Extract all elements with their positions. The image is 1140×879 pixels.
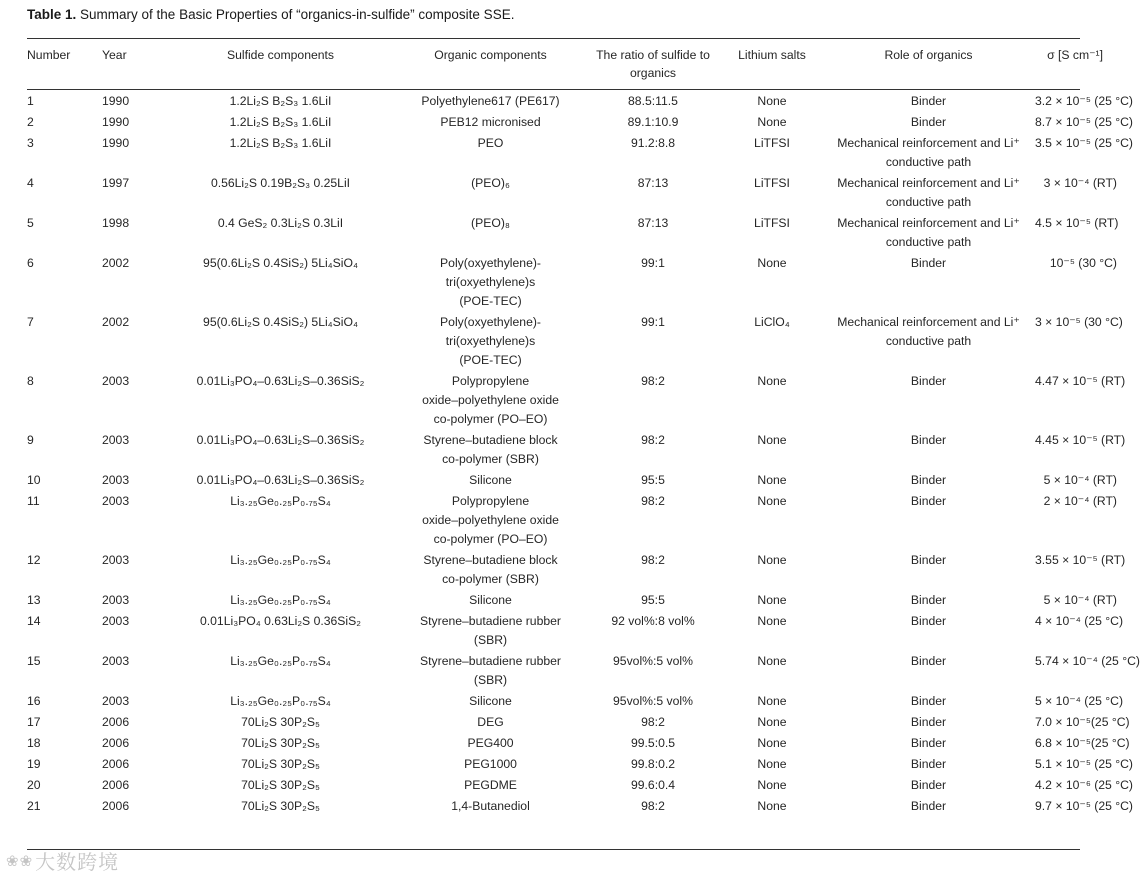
cell-ratio: 99.6:0.4: [630, 778, 676, 792]
cell-lithium-salt: None: [757, 736, 787, 750]
cell-number: 21: [27, 799, 41, 813]
cell-role: Mechanical reinforcement and Li⁺ conductive path: [837, 216, 1020, 249]
cell-role: Binder: [910, 473, 947, 487]
cell-conductivity: 3.5 × 10⁻⁵ (25 °C): [1035, 136, 1133, 150]
cell-sulfide: 70Li₂S 30P₂S₅: [241, 757, 320, 771]
cell-number: 19: [27, 757, 41, 771]
cell-role: Binder: [910, 799, 947, 813]
cell-lithium-salt: LiTFSI: [754, 216, 790, 230]
cell-number: 5: [27, 216, 34, 230]
bottom-rule: [27, 849, 1080, 850]
cell-role: Mechanical reinforcement and Li⁺ conductive path: [837, 315, 1020, 348]
cell-ratio: 98:2: [641, 374, 665, 388]
cell-sulfide: 70Li₂S 30P₂S₅: [241, 736, 320, 750]
cell-number: 13: [27, 593, 41, 607]
cell-lithium-salt: None: [757, 757, 787, 771]
cell-conductivity: 7.0 × 10⁻⁵(25 °C): [1035, 715, 1130, 729]
table-row: [27, 610, 1117, 650]
cell-role: Mechanical reinforcement and Li⁺ conductive path: [837, 176, 1020, 209]
cell-ratio: 98:2: [641, 799, 665, 813]
cell-organic: PEG400: [467, 736, 514, 750]
cell-ratio: 89.1:10.9: [627, 115, 679, 129]
cell-conductivity: 3.2 × 10⁻⁵ (25 °C): [1035, 94, 1133, 108]
table-row: [27, 429, 1117, 469]
cell-sulfide: Li₃.₂₅Ge₀.₂₅P₀.₇₅S₄: [230, 593, 331, 607]
cell-sulfide: 95(0.6Li₂S 0.4SiS₂) 5Li₄SiO₄: [203, 315, 358, 329]
cell-conductivity: 9.7 × 10⁻⁵ (25 °C): [1035, 799, 1133, 813]
table-body: [27, 89, 1140, 816]
table-row: [27, 252, 1117, 311]
cell-ratio: 99.5:0.5: [630, 736, 676, 750]
cell-number: 2: [27, 115, 34, 129]
cell-role: Binder: [910, 654, 947, 668]
table-row: [27, 795, 1117, 816]
cell-organic: Polyethylene617 (PE617): [421, 94, 560, 108]
cell-number: 6: [27, 256, 34, 270]
cell-conductivity: 10⁻⁵ (30 °C): [1049, 256, 1117, 270]
cell-conductivity: 3 × 10⁻⁵ (30 °C): [1035, 315, 1123, 329]
col-header-sigma: σ [S cm⁻¹]: [1047, 48, 1103, 62]
cell-sulfide: 70Li₂S 30P₂S₅: [241, 715, 320, 729]
cell-role: Binder: [910, 593, 947, 607]
table-row: [27, 469, 1117, 490]
cell-conductivity: 8.7 × 10⁻⁵ (25 °C): [1035, 115, 1133, 129]
cell-organic: DEG: [477, 715, 504, 729]
cell-sulfide: Li₃.₂₅Ge₀.₂₅P₀.₇₅S₄: [230, 694, 331, 708]
cell-sulfide: Li₃.₂₅Ge₀.₂₅P₀.₇₅S₄: [230, 553, 331, 567]
cell-conductivity: 4.45 × 10⁻⁵ (RT): [1035, 433, 1126, 447]
cell-number: 12: [27, 553, 41, 567]
cell-role: Binder: [910, 374, 947, 388]
cell-organic: Silicone: [469, 473, 512, 487]
cell-year: 1998: [102, 216, 130, 230]
col-header-year: Year: [102, 48, 127, 62]
cell-organic: Silicone: [469, 593, 512, 607]
table-row: [27, 549, 1117, 589]
cell-year: 2002: [102, 315, 130, 329]
cell-organic: Silicone: [469, 694, 512, 708]
cell-sulfide: 0.01Li₃PO₄–0.63Li₂S–0.36SiS₂: [196, 374, 365, 388]
cell-year: 1997: [102, 176, 130, 190]
cell-role: Binder: [910, 694, 947, 708]
cell-year: 2003: [102, 694, 130, 708]
cell-sulfide: 1.2Li₂S B₂S₃ 1.6LiI: [229, 94, 332, 108]
cell-lithium-salt: None: [757, 473, 787, 487]
cell-lithium-salt: None: [757, 553, 787, 567]
cell-year: 2006: [102, 757, 130, 771]
col-header-number: Number: [27, 48, 71, 62]
cell-number: 15: [27, 654, 41, 668]
cell-role: Mechanical reinforcement and Li⁺ conductive path: [837, 136, 1020, 169]
cell-role: Binder: [910, 715, 947, 729]
cell-year: 2003: [102, 593, 130, 607]
cell-organic: Styrene–butadiene block co-polymer (SBR): [423, 433, 558, 466]
cell-lithium-salt: None: [757, 374, 787, 388]
cell-year: 2006: [102, 799, 130, 813]
cell-role: Binder: [910, 553, 947, 567]
cell-organic: PEO: [477, 136, 504, 150]
cell-conductivity: 3.55 × 10⁻⁵ (RT): [1035, 553, 1126, 567]
col-header-ratio: The ratio of sulfide to organics: [596, 48, 710, 80]
cell-year: 2003: [102, 374, 130, 388]
cell-year: 2006: [102, 778, 130, 792]
cell-conductivity: 5 × 10⁻⁴ (RT): [1043, 473, 1117, 487]
cell-ratio: 95:5: [641, 473, 665, 487]
cell-lithium-salt: None: [757, 593, 787, 607]
cell-organic: PEG1000: [464, 757, 517, 771]
cell-sulfide: 0.56Li₂S 0.19B₂S₃ 0.25LiI: [210, 176, 351, 190]
cell-number: 17: [27, 715, 41, 729]
watermark: [6, 846, 119, 875]
table-row: [27, 589, 1117, 610]
cell-lithium-salt: LiTFSI: [754, 176, 790, 190]
cell-lithium-salt: None: [757, 694, 787, 708]
cell-ratio: 98:2: [641, 553, 665, 567]
cell-number: 9: [27, 433, 34, 447]
table-row: [27, 490, 1117, 549]
cell-ratio: 87:13: [637, 216, 669, 230]
cell-role: Binder: [910, 736, 947, 750]
cell-number: 4: [27, 176, 34, 190]
cell-conductivity: 5 × 10⁻⁴ (RT): [1043, 593, 1117, 607]
cell-ratio: 95:5: [641, 593, 665, 607]
table-row: [27, 370, 1117, 429]
table-row: [27, 774, 1117, 795]
cell-year: 2003: [102, 553, 130, 567]
cell-sulfide: 0.01Li₃PO₄ 0.63Li₂S 0.36SiS₂: [199, 614, 361, 628]
table-row: [27, 311, 1117, 370]
cell-conductivity: 4.5 × 10⁻⁵ (RT): [1035, 216, 1119, 230]
cell-year: 1990: [102, 136, 130, 150]
col-header-salt: Lithium salts: [738, 48, 806, 62]
cell-ratio: 95vol%:5 vol%: [613, 694, 693, 708]
cell-role: Binder: [910, 778, 947, 792]
watermark-text: 大数跨境: [35, 850, 120, 874]
cell-year: 2002: [102, 256, 130, 270]
cell-lithium-salt: None: [757, 433, 787, 447]
cell-year: 2003: [102, 494, 130, 508]
cell-role: Binder: [910, 94, 947, 108]
cell-number: 14: [27, 614, 41, 628]
cell-ratio: 88.5:11.5: [628, 94, 678, 108]
cell-conductivity: 2 × 10⁻⁴ (RT): [1043, 494, 1117, 508]
cell-lithium-salt: None: [757, 778, 787, 792]
cell-lithium-salt: None: [757, 115, 787, 129]
cell-organic: PEB12 micronised: [440, 115, 541, 129]
table-row: [27, 111, 1117, 132]
cell-role: Binder: [910, 494, 947, 508]
cell-organic: Poly(oxyethylene)- tri(oxyethylene)s (POE-TEC): [440, 256, 541, 308]
cell-organic: Styrene–butadiene rubber (SBR): [420, 614, 561, 647]
cell-conductivity: 4.2 × 10⁻⁶ (25 °C): [1035, 778, 1133, 792]
cell-role: Binder: [910, 256, 947, 270]
table-row: [27, 132, 1117, 172]
cell-year: 2003: [102, 433, 130, 447]
table-row: [27, 732, 1117, 753]
cell-ratio: 98:2: [641, 433, 665, 447]
table-label: Table 1.: [27, 7, 77, 22]
cell-number: 16: [27, 694, 41, 708]
cell-year: 2003: [102, 614, 130, 628]
cell-year: 2003: [102, 473, 130, 487]
cell-role: Binder: [910, 614, 947, 628]
cell-ratio: 91.2:8.8: [630, 136, 676, 150]
cell-ratio: 98:2: [641, 715, 665, 729]
table-row: [27, 753, 1117, 774]
cell-sulfide: Li₃.₂₅Ge₀.₂₅P₀.₇₅S₄: [230, 654, 331, 668]
table-row: [27, 650, 1117, 690]
cell-ratio: 95vol%:5 vol%: [613, 654, 693, 668]
cell-organic: Polypropylene oxide–polyethylene oxide co-polymer (PO–EO): [422, 374, 559, 426]
cell-conductivity: 3 × 10⁻⁴ (RT): [1043, 176, 1117, 190]
cell-conductivity: 5.74 × 10⁻⁴ (25 °C): [1035, 654, 1140, 668]
cell-organic: Styrene–butadiene rubber (SBR): [420, 654, 561, 687]
table-caption: [27, 7, 514, 22]
cell-conductivity: 6.8 × 10⁻⁵(25 °C): [1035, 736, 1130, 750]
cell-ratio: 87:13: [637, 176, 669, 190]
cell-number: 18: [27, 736, 41, 750]
cell-organic: Polypropylene oxide–polyethylene oxide co-polymer (PO–EO): [422, 494, 559, 546]
cell-year: 2003: [102, 654, 130, 668]
cell-number: 1: [27, 94, 34, 108]
cell-sulfide: 1.2Li₂S B₂S₃ 1.6LiI: [229, 136, 332, 150]
cell-organic: (PEO)₆: [471, 176, 510, 190]
header-row: [27, 46, 1117, 89]
cell-lithium-salt: None: [757, 94, 787, 108]
table-title: Summary of the Basic Properties of “organics-in-sulfide” composite SSE.: [76, 7, 515, 22]
cell-conductivity: 4 × 10⁻⁴ (25 °C): [1035, 614, 1124, 628]
cell-number: 20: [27, 778, 41, 792]
cell-organic: 1,4-Butanediol: [451, 799, 530, 813]
cell-organic: PEGDME: [464, 778, 517, 792]
cell-number: 3: [27, 136, 34, 150]
table-row: [27, 212, 1117, 252]
cell-sulfide: 95(0.6Li₂S 0.4SiS₂) 5Li₄SiO₄: [203, 256, 358, 270]
cell-lithium-salt: LiClO₄: [754, 315, 790, 329]
cell-ratio: 99:1: [641, 315, 665, 329]
cell-number: 11: [27, 494, 40, 508]
table-row: [27, 690, 1117, 711]
cell-conductivity: 4.47 × 10⁻⁵ (RT): [1035, 374, 1126, 388]
cell-lithium-salt: None: [757, 494, 787, 508]
cell-number: 10: [27, 473, 41, 487]
cell-organic: Poly(oxyethylene)- tri(oxyethylene)s (POE-TEC): [440, 315, 541, 367]
cell-lithium-salt: None: [757, 654, 787, 668]
cell-organic: (PEO)₈: [471, 216, 510, 230]
col-header-sulfide: Sulfide components: [226, 48, 335, 62]
cell-role: Binder: [910, 433, 947, 447]
watermark-logo-icon: ❀❀: [6, 852, 34, 870]
table-row: [27, 172, 1117, 212]
cell-conductivity: 5 × 10⁻⁴ (25 °C): [1035, 694, 1124, 708]
cell-conductivity: 5.1 × 10⁻⁵ (25 °C): [1035, 757, 1133, 771]
cell-sulfide: 70Li₂S 30P₂S₅: [241, 778, 320, 792]
properties-table: [27, 46, 1140, 816]
cell-role: Binder: [910, 757, 947, 771]
cell-sulfide: Li₃.₂₅Ge₀.₂₅P₀.₇₅S₄: [230, 494, 331, 508]
cell-sulfide: 0.4 GeS₂ 0.3Li₂S 0.3LiI: [217, 216, 344, 230]
cell-role: Binder: [910, 115, 947, 129]
cell-ratio: 98:2: [641, 494, 665, 508]
cell-year: 2006: [102, 736, 130, 750]
cell-number: 8: [27, 374, 34, 388]
col-header-role: Role of organics: [884, 48, 973, 62]
top-rule: [27, 38, 1080, 39]
col-header-organic: Organic components: [434, 48, 547, 62]
cell-sulfide: 0.01Li₃PO₄–0.63Li₂S–0.36SiS₂: [196, 433, 365, 447]
table-row: [27, 89, 1117, 111]
cell-ratio: 99:1: [641, 256, 665, 270]
cell-lithium-salt: None: [757, 799, 787, 813]
cell-number: 7: [27, 315, 34, 329]
cell-year: 1990: [102, 115, 130, 129]
cell-sulfide: 0.01Li₃PO₄–0.63Li₂S–0.36SiS₂: [196, 473, 365, 487]
cell-lithium-salt: LiTFSI: [754, 136, 790, 150]
table-row: [27, 711, 1117, 732]
cell-lithium-salt: None: [757, 256, 787, 270]
cell-ratio: 92 vol%:8 vol%: [611, 614, 695, 628]
cell-ratio: 99.8:0.2: [630, 757, 676, 771]
cell-sulfide: 70Li₂S 30P₂S₅: [241, 799, 320, 813]
cell-year: 1990: [102, 94, 130, 108]
cell-year: 2006: [102, 715, 130, 729]
cell-lithium-salt: None: [757, 614, 787, 628]
cell-sulfide: 1.2Li₂S B₂S₃ 1.6LiI: [229, 115, 332, 129]
cell-organic: Styrene–butadiene block co-polymer (SBR): [423, 553, 558, 586]
cell-lithium-salt: None: [757, 715, 787, 729]
